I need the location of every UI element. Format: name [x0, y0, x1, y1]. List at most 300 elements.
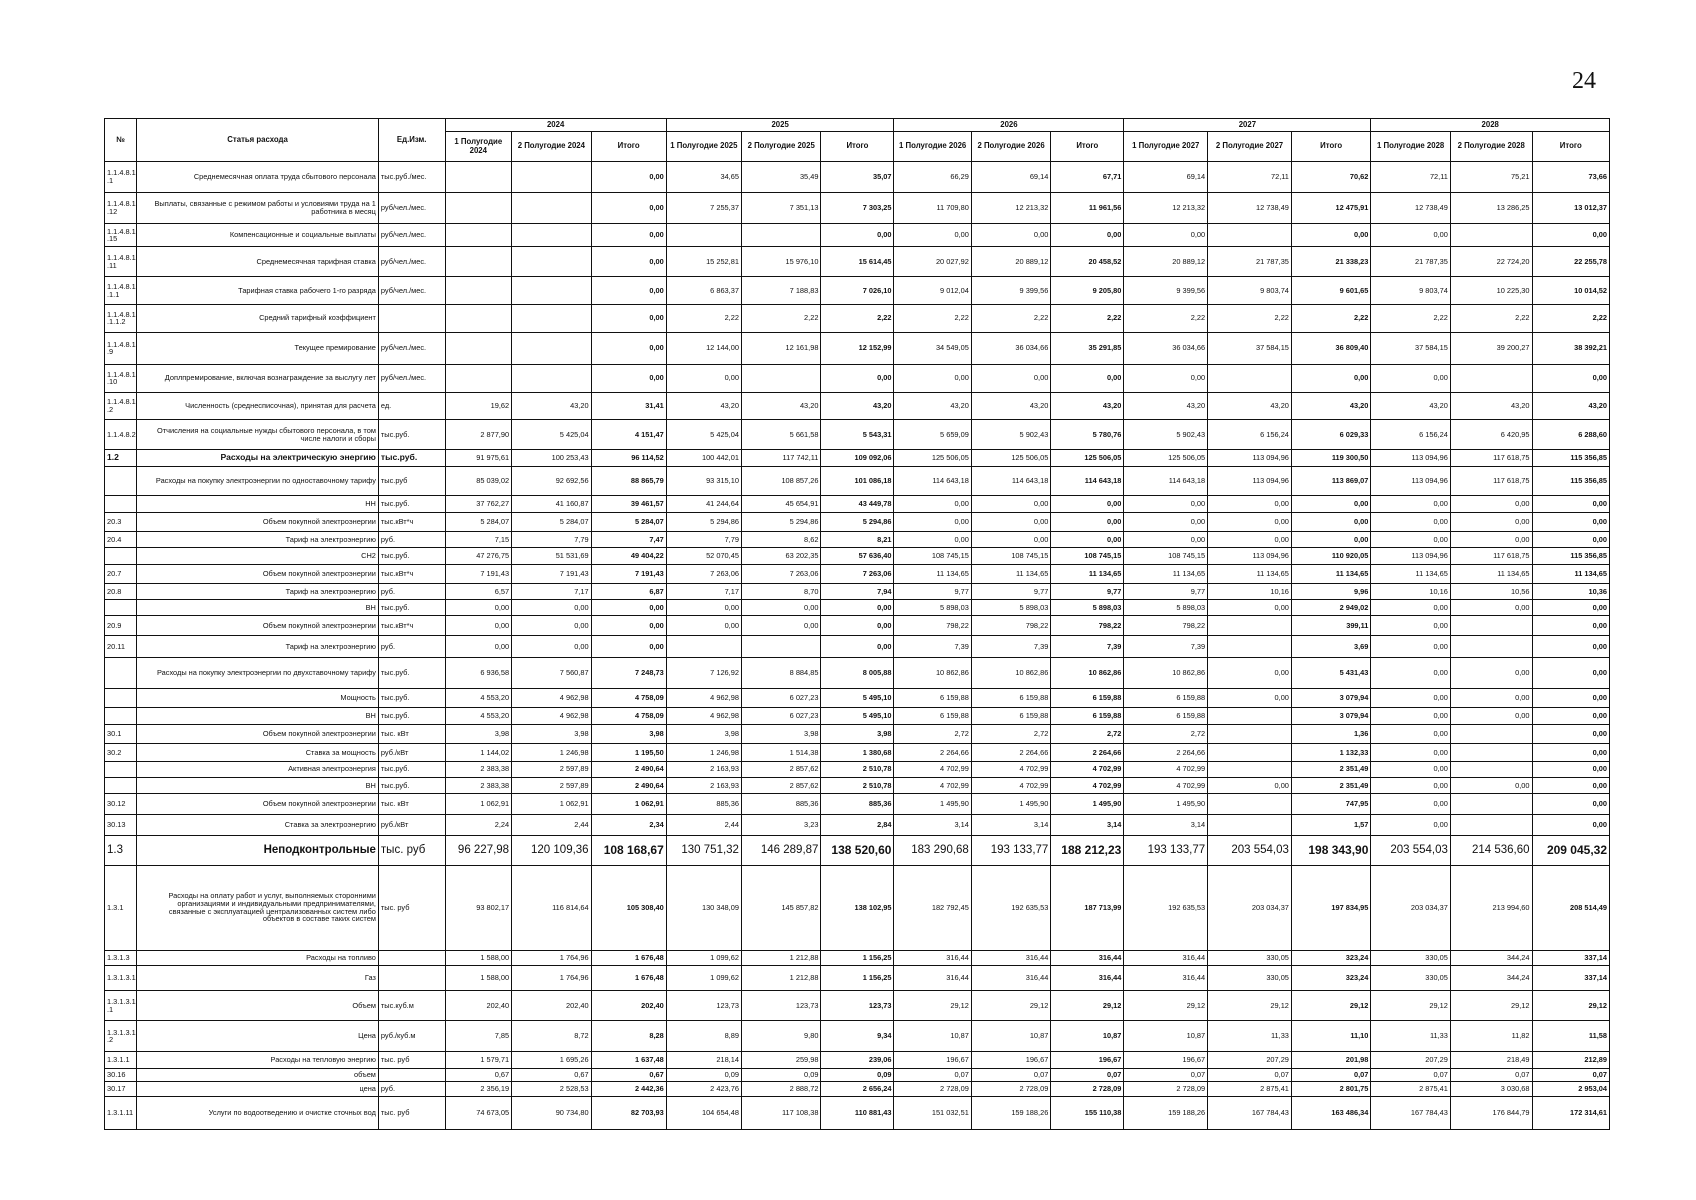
row-article: Компенсационные и социальные выплаты: [137, 224, 379, 247]
row-code: [105, 777, 137, 793]
cell-total: 7,94: [821, 584, 894, 600]
cell-total: 43 449,78: [821, 496, 894, 512]
cell-total: 2 801,75: [1291, 1082, 1370, 1097]
cell-value: 0,00: [1371, 636, 1450, 658]
cell-total: 119 300,50: [1291, 450, 1370, 466]
row-code: [105, 548, 137, 564]
cell-total: 399,11: [1291, 616, 1370, 636]
cell-value: 130 348,09: [666, 865, 741, 950]
cell-value: 2,22: [894, 305, 971, 333]
cell-total: 5 898,03: [1051, 600, 1124, 616]
cell-total: 114 643,18: [1051, 466, 1124, 496]
cell-value: 885,36: [741, 794, 820, 815]
cell-value: 11 134,65: [971, 564, 1050, 584]
cell-value: 11 134,65: [1450, 564, 1532, 584]
cell-total: 2 728,09: [1051, 1082, 1124, 1097]
row-unit: тыс. руб: [378, 1052, 445, 1068]
row-unit: [378, 950, 445, 965]
cell-value: 6 936,58: [445, 657, 512, 688]
cell-value: 6 863,37: [666, 277, 741, 305]
row-unit: руб/чел./мес.: [378, 277, 445, 305]
cell-value: 5 898,03: [1124, 600, 1208, 616]
cell-value: 4 702,99: [971, 777, 1050, 793]
cell-value: 120 109,36: [512, 835, 591, 865]
cell-value: 108 745,15: [894, 548, 971, 564]
cell-value: 207,29: [1208, 1052, 1292, 1068]
cell-value: 151 032,51: [894, 1097, 971, 1130]
cell-total: 2,72: [1051, 724, 1124, 744]
cell-total: 0,00: [1291, 365, 1370, 393]
cell-value: 798,22: [894, 616, 971, 636]
row-article: Услуги по водоотведению и очистке сточных вод: [137, 1097, 379, 1130]
row-code: 30.17: [105, 1082, 137, 1097]
table-row: [105, 965, 1610, 990]
cell-value: [445, 162, 512, 193]
cell-value: 0,00: [1371, 600, 1450, 616]
cell-value: 0,00: [1208, 532, 1292, 548]
cell-total: 323,24: [1291, 965, 1370, 990]
row-code: 1.3: [105, 835, 137, 865]
cell-value: 11,82: [1450, 1021, 1532, 1052]
cell-value: 72,11: [1371, 162, 1450, 193]
cell-value: 10,56: [1450, 584, 1532, 600]
cell-value: 7,85: [445, 1021, 512, 1052]
cell-value: [741, 365, 820, 393]
cell-total: 1 676,48: [591, 950, 666, 965]
cell-total: 0,00: [1291, 532, 1370, 548]
cell-value: 1 246,98: [666, 744, 741, 761]
cell-total: 1,36: [1291, 724, 1370, 744]
row-code: [105, 707, 137, 724]
cell-value: 6 027,23: [741, 707, 820, 724]
cell-total: 8 005,88: [821, 657, 894, 688]
header-half-year: 1 Полугодие 2025: [666, 132, 741, 162]
cell-value: [1208, 365, 1292, 393]
cell-total: 0,00: [591, 247, 666, 277]
cell-value: 5 902,43: [1124, 420, 1208, 450]
table-row: [105, 193, 1610, 224]
cell-value: 7,15: [445, 532, 512, 548]
cell-value: 34,65: [666, 162, 741, 193]
cell-value: 203 034,37: [1371, 865, 1450, 950]
row-unit: [378, 1068, 445, 1082]
cell-total: 0,00: [821, 636, 894, 658]
cell-value: [1450, 365, 1532, 393]
cell-value: 6 027,23: [741, 689, 820, 707]
cell-value: 9 803,74: [1371, 277, 1450, 305]
table-row: [105, 450, 1610, 466]
cell-total: 38 392,21: [1532, 332, 1609, 364]
cell-value: [512, 305, 591, 333]
cell-total: 9,77: [1051, 584, 1124, 600]
cell-total: 0,00: [1051, 532, 1124, 548]
cell-total: 1 062,91: [591, 794, 666, 815]
cell-total: 187 713,99: [1051, 865, 1124, 950]
cell-value: 0,00: [1450, 657, 1532, 688]
cell-value: 1 495,90: [1124, 794, 1208, 815]
cell-value: 2 528,53: [512, 1082, 591, 1097]
cell-value: 2 264,66: [1124, 744, 1208, 761]
cell-total: 1 156,25: [821, 950, 894, 965]
cell-value: 5 898,03: [894, 600, 971, 616]
row-article: Численность (среднесписочная), принятая для расчета: [137, 392, 379, 420]
row-code: 1.3.1.3.1: [105, 965, 137, 990]
row-unit: руб/чел./мес.: [378, 247, 445, 277]
cell-value: 6 420,95: [1450, 420, 1532, 450]
header-year: 2025: [666, 119, 894, 132]
cell-total: 1 380,68: [821, 744, 894, 761]
table-row: [105, 392, 1610, 420]
cell-value: [445, 365, 512, 393]
cell-value: 2,22: [1124, 305, 1208, 333]
cell-total: 1 132,33: [1291, 744, 1370, 761]
cell-value: 113 094,96: [1371, 548, 1450, 564]
cell-total: 163 486,34: [1291, 1097, 1370, 1130]
cell-total: 0,00: [591, 616, 666, 636]
cell-value: 100 253,43: [512, 450, 591, 466]
cell-value: [445, 332, 512, 364]
cell-value: 4 702,99: [1124, 761, 1208, 777]
cell-value: 117 742,11: [741, 450, 820, 466]
cell-value: 52 070,45: [666, 548, 741, 564]
cell-total: 2 949,02: [1291, 600, 1370, 616]
cell-value: 10 862,86: [1124, 657, 1208, 688]
cell-value: 11,33: [1208, 1021, 1292, 1052]
cell-total: 6 159,88: [1051, 707, 1124, 724]
cell-value: 316,44: [1124, 950, 1208, 965]
cell-value: 104 654,48: [666, 1097, 741, 1130]
cell-value: [512, 332, 591, 364]
cell-value: 1 764,96: [512, 950, 591, 965]
cell-total: 172 314,61: [1532, 1097, 1609, 1130]
cell-total: 2,34: [591, 814, 666, 835]
row-code: 1.1.4.8.1 .10: [105, 365, 137, 393]
cell-value: 4 553,20: [445, 707, 512, 724]
cell-total: 3 079,94: [1291, 707, 1370, 724]
cell-total: 1 156,25: [821, 965, 894, 990]
cell-value: 10,87: [894, 1021, 971, 1052]
cell-total: 10,36: [1532, 584, 1609, 600]
cell-value: 5 902,43: [971, 420, 1050, 450]
cell-value: 43,20: [741, 392, 820, 420]
cell-total: 4 758,09: [591, 689, 666, 707]
cell-value: 7 255,37: [666, 193, 741, 224]
cell-value: 182 792,45: [894, 865, 971, 950]
cell-value: 0,00: [1371, 512, 1450, 532]
cell-value: 75,21: [1450, 162, 1532, 193]
cell-value: 0,00: [894, 496, 971, 512]
table-row: [105, 761, 1610, 777]
cell-value: 0,07: [971, 1068, 1050, 1082]
cell-value: 3,14: [971, 814, 1050, 835]
cell-total: 0,00: [1532, 761, 1609, 777]
cell-total: 138 102,95: [821, 865, 894, 950]
cell-value: 2 728,09: [894, 1082, 971, 1097]
cell-value: 10,87: [1124, 1021, 1208, 1052]
cell-value: [666, 224, 741, 247]
row-unit: руб/чел./мес.: [378, 224, 445, 247]
cell-value: 4 962,98: [512, 689, 591, 707]
table-row: [105, 548, 1610, 564]
row-article: Газ: [137, 965, 379, 990]
cell-value: [445, 305, 512, 333]
row-code: 1.1.4.8.2: [105, 420, 137, 450]
cell-total: 239,06: [821, 1052, 894, 1068]
cell-value: 5 284,07: [512, 512, 591, 532]
header-half-year: 1 Полугодие 2026: [894, 132, 971, 162]
cell-value: 0,00: [971, 224, 1050, 247]
cell-value: 0,00: [894, 224, 971, 247]
cell-value: 19,62: [445, 392, 512, 420]
header-total: Итого: [591, 132, 666, 162]
cell-total: 316,44: [1051, 950, 1124, 965]
table-row: [105, 724, 1610, 744]
row-article: Среднемесячная тарифная ставка: [137, 247, 379, 277]
cell-value: 7 126,92: [666, 657, 741, 688]
cell-value: 4 962,98: [666, 689, 741, 707]
row-article: Расходы на покупку электроэнергии по двухставочному тарифу: [137, 657, 379, 688]
cell-total: 3,69: [1291, 636, 1370, 658]
cell-value: 41 244,64: [666, 496, 741, 512]
cell-value: 6 159,88: [894, 707, 971, 724]
cell-value: 8,70: [741, 584, 820, 600]
cell-value: [512, 365, 591, 393]
cell-value: 43,20: [666, 392, 741, 420]
cell-value: 192 635,53: [971, 865, 1050, 950]
cell-value: 0,00: [1208, 512, 1292, 532]
cell-total: 0,00: [1532, 724, 1609, 744]
cell-total: 0,00: [1532, 532, 1609, 548]
table-row: [105, 814, 1610, 835]
cell-total: 7,47: [591, 532, 666, 548]
cell-value: 3,14: [894, 814, 971, 835]
cell-value: 0,07: [1371, 1068, 1450, 1082]
row-article: Расходы на тепловую энергию: [137, 1052, 379, 1068]
cell-total: 5 284,07: [591, 512, 666, 532]
cell-total: 13 012,37: [1532, 193, 1609, 224]
cell-value: 100 442,01: [666, 450, 741, 466]
cell-total: 9 205,80: [1051, 277, 1124, 305]
cell-value: [1450, 724, 1532, 744]
cell-value: 51 531,69: [512, 548, 591, 564]
cell-total: 3,14: [1051, 814, 1124, 835]
cell-value: 7,17: [666, 584, 741, 600]
cell-value: [1450, 761, 1532, 777]
header-article: Статья расхода: [137, 119, 379, 162]
row-article: Выплаты, связанные с режимом работы и условиями труда на 1 работника в месяц: [137, 193, 379, 224]
cell-value: 2,72: [894, 724, 971, 744]
cell-total: 2,22: [821, 305, 894, 333]
cell-value: [1208, 636, 1292, 658]
row-unit: тыс. кВт: [378, 794, 445, 815]
cell-value: 330,05: [1208, 950, 1292, 965]
cell-value: 37 584,15: [1208, 332, 1292, 364]
cell-total: 110 881,43: [821, 1097, 894, 1130]
cell-total: 0,00: [821, 616, 894, 636]
cell-value: 20 889,12: [1124, 247, 1208, 277]
cell-value: 0,00: [894, 365, 971, 393]
row-article: Объем: [137, 991, 379, 1021]
cell-value: 183 290,68: [894, 835, 971, 865]
cell-value: 39 200,27: [1450, 332, 1532, 364]
cell-total: 20 458,52: [1051, 247, 1124, 277]
row-article: Тариф на электроэнергию: [137, 532, 379, 548]
cell-value: 1 588,00: [445, 965, 512, 990]
cell-value: 0,00: [445, 636, 512, 658]
cell-total: 109 092,06: [821, 450, 894, 466]
cell-value: 0,00: [1450, 496, 1532, 512]
cell-value: 2,22: [666, 305, 741, 333]
cell-total: 7 026,10: [821, 277, 894, 305]
cell-value: 0,00: [1124, 496, 1208, 512]
cell-value: 344,24: [1450, 950, 1532, 965]
row-code: 1.3.1: [105, 865, 137, 950]
row-code: 1.1.4.8.1 .2: [105, 392, 137, 420]
cell-total: 0,00: [1532, 814, 1609, 835]
header-year: 2027: [1124, 119, 1371, 132]
cell-value: 7 263,06: [741, 564, 820, 584]
cell-total: 12 152,99: [821, 332, 894, 364]
cell-total: 108 168,67: [591, 835, 666, 865]
cell-total: 1 495,90: [1051, 794, 1124, 815]
cell-value: 0,00: [1371, 724, 1450, 744]
cell-value: 1 212,88: [741, 965, 820, 990]
cell-value: 43,20: [971, 392, 1050, 420]
table-row: [105, 564, 1610, 584]
cell-value: 47 276,75: [445, 548, 512, 564]
cell-value: 15 976,10: [741, 247, 820, 277]
cell-total: 337,14: [1532, 950, 1609, 965]
cell-value: 6 159,88: [894, 689, 971, 707]
row-article: объем: [137, 1068, 379, 1082]
cell-total: 11 134,65: [1291, 564, 1370, 584]
cell-value: 0,00: [894, 532, 971, 548]
cell-total: 115 356,85: [1532, 466, 1609, 496]
row-article: ВН: [137, 600, 379, 616]
cell-value: 7 191,43: [445, 564, 512, 584]
cell-total: 67,71: [1051, 162, 1124, 193]
cell-value: 1 588,00: [445, 950, 512, 965]
cell-value: 6 156,24: [1371, 420, 1450, 450]
cell-value: 37 762,27: [445, 496, 512, 512]
cell-value: 0,00: [1124, 512, 1208, 532]
cell-value: 218,14: [666, 1052, 741, 1068]
cell-value: 213 994,60: [1450, 865, 1532, 950]
row-article: Расходы на покупку электроэнергии по одноставочному тарифу: [137, 466, 379, 496]
cell-value: [741, 224, 820, 247]
header-half-year: 1 Полугодие 2024: [445, 132, 512, 162]
cell-total: 0,00: [1532, 636, 1609, 658]
cell-value: 0,00: [741, 616, 820, 636]
cell-value: 0,00: [1208, 657, 1292, 688]
cell-value: 1 495,90: [971, 794, 1050, 815]
row-code: 1.1.4.8.1 .12: [105, 193, 137, 224]
cell-total: 70,62: [1291, 162, 1370, 193]
cell-value: 114 643,18: [894, 466, 971, 496]
cell-total: 10 862,86: [1051, 657, 1124, 688]
cell-total: 0,07: [1532, 1068, 1609, 1082]
cell-total: 2 490,64: [591, 761, 666, 777]
cell-value: 0,00: [1371, 707, 1450, 724]
cell-value: 330,05: [1208, 965, 1292, 990]
cell-total: 43,20: [821, 392, 894, 420]
row-code: [105, 600, 137, 616]
cell-value: 196,67: [894, 1052, 971, 1068]
header-half-year: 1 Полугодие 2027: [1124, 132, 1208, 162]
cell-total: 0,09: [821, 1068, 894, 1082]
row-code: 1.1.4.8.1 .9: [105, 332, 137, 364]
cell-total: 0,00: [1532, 689, 1609, 707]
cell-value: 11 134,65: [1208, 564, 1292, 584]
table-row: [105, 466, 1610, 496]
cell-total: 0,00: [1051, 224, 1124, 247]
cell-value: 202,40: [445, 991, 512, 1021]
cell-value: 11 134,65: [1124, 564, 1208, 584]
table-row: [105, 1021, 1610, 1052]
cell-total: 0,00: [591, 332, 666, 364]
cell-value: [1208, 616, 1292, 636]
cell-value: 167 784,43: [1208, 1097, 1292, 1130]
cell-value: 1 514,38: [741, 744, 820, 761]
row-unit: тыс.руб./мес.: [378, 162, 445, 193]
cell-value: 7,39: [1124, 636, 1208, 658]
row-article: Тариф на электроэнергию: [137, 636, 379, 658]
cell-total: 5 431,43: [1291, 657, 1370, 688]
cell-value: 0,07: [1124, 1068, 1208, 1082]
table-row: [105, 247, 1610, 277]
row-unit: [378, 965, 445, 990]
cell-total: 2 510,78: [821, 761, 894, 777]
cell-value: 193 133,77: [1124, 835, 1208, 865]
cell-total: 2,84: [821, 814, 894, 835]
cell-value: 11 134,65: [894, 564, 971, 584]
table-row: [105, 305, 1610, 333]
cell-value: [512, 193, 591, 224]
cell-total: 88 865,79: [591, 466, 666, 496]
cell-value: 117 618,75: [1450, 450, 1532, 466]
cell-value: 113 094,96: [1208, 466, 1292, 496]
cell-total: 35 291,85: [1051, 332, 1124, 364]
row-code: 1.3.1.3.1 .2: [105, 1021, 137, 1052]
cell-total: 7 303,25: [821, 193, 894, 224]
row-code: 20.3: [105, 512, 137, 532]
cell-value: 12 144,00: [666, 332, 741, 364]
row-code: 1.3.1.3: [105, 950, 137, 965]
cell-value: 37 584,15: [1371, 332, 1450, 364]
cell-value: 11 709,80: [894, 193, 971, 224]
cell-value: 125 506,05: [894, 450, 971, 466]
cell-value: 21 787,35: [1371, 247, 1450, 277]
cell-value: 2 888,72: [741, 1082, 820, 1097]
row-code: 20.7: [105, 564, 137, 584]
cell-total: 108 745,15: [1051, 548, 1124, 564]
cell-value: 330,05: [1371, 965, 1450, 990]
cell-value: 203 554,03: [1208, 835, 1292, 865]
cell-value: 29,12: [1208, 991, 1292, 1021]
row-code: 1.1.4.8.1 .15: [105, 224, 137, 247]
row-code: [105, 689, 137, 707]
cell-total: 3,98: [821, 724, 894, 744]
row-code: 30.13: [105, 814, 137, 835]
cell-total: 2 264,66: [1051, 744, 1124, 761]
cell-total: 8,21: [821, 532, 894, 548]
table-row: [105, 600, 1610, 616]
cell-value: 20 889,12: [971, 247, 1050, 277]
row-article: Объем покупной электроэнергии: [137, 794, 379, 815]
row-code: 30.2: [105, 744, 137, 761]
cell-value: 5 898,03: [971, 600, 1050, 616]
cell-total: 0,00: [591, 193, 666, 224]
